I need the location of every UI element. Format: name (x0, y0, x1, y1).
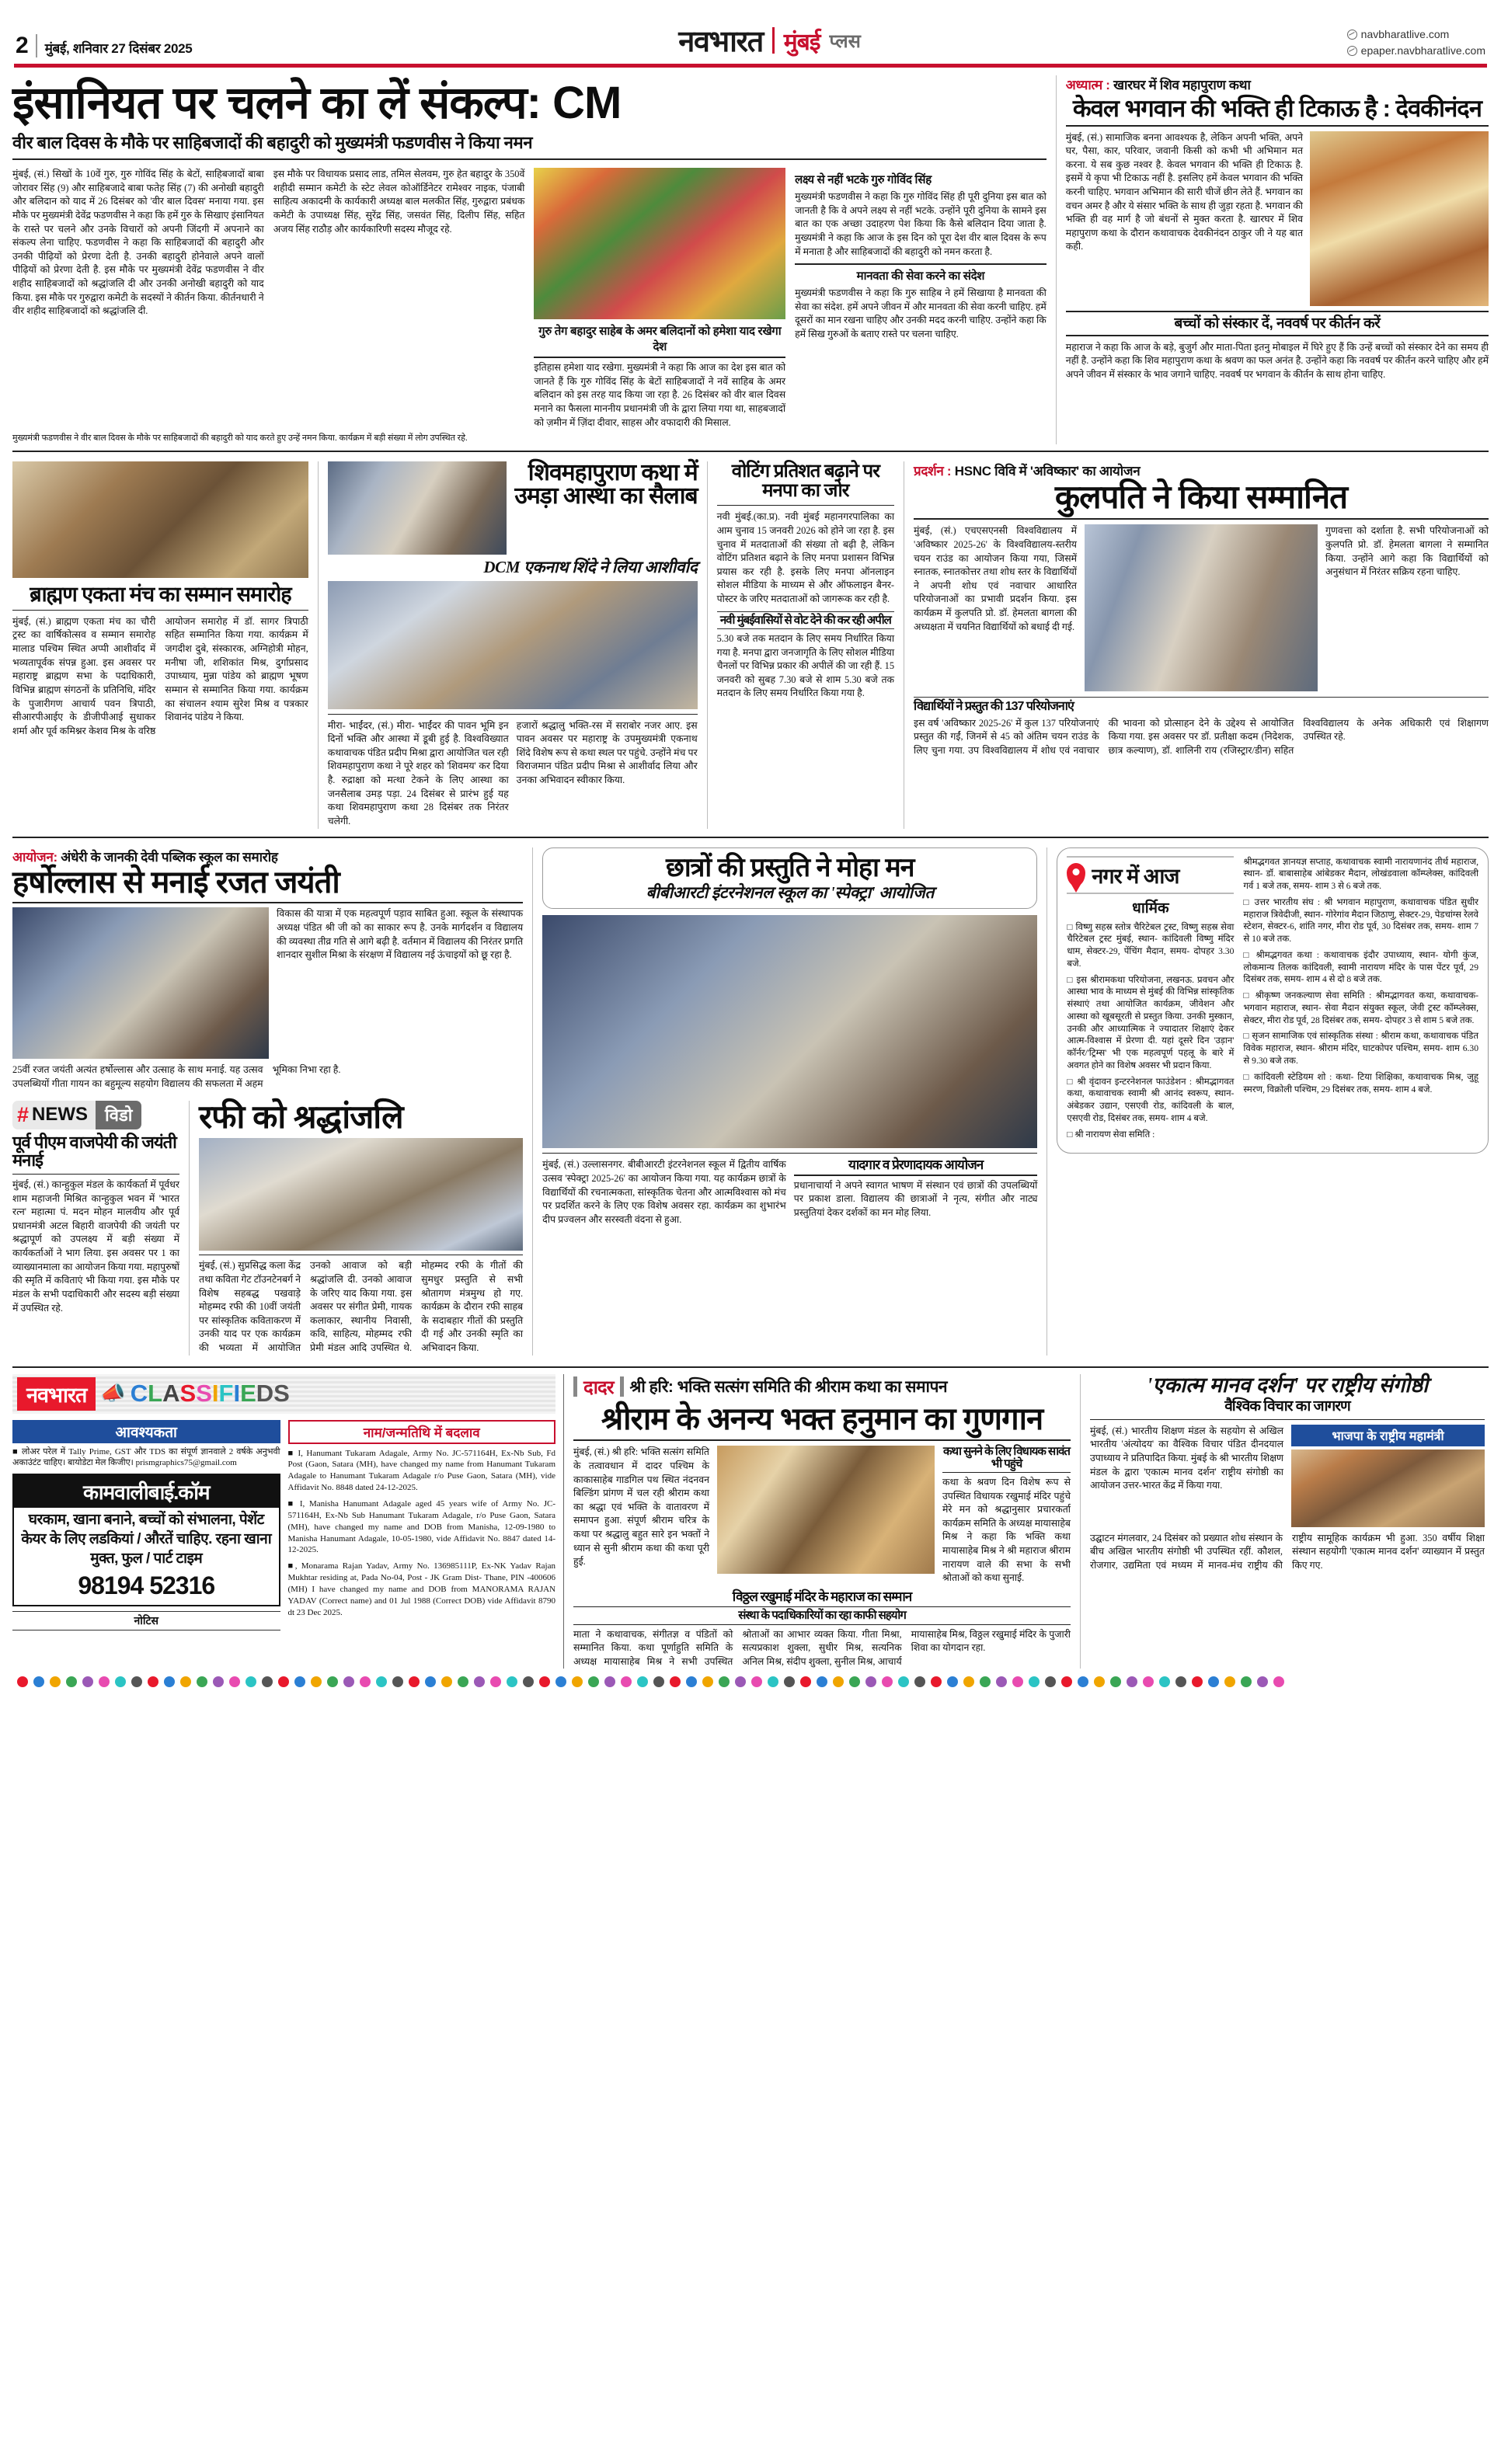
registration-dot (523, 1676, 534, 1687)
classifieds-columns (12, 1420, 555, 1631)
registration-dot (66, 1676, 77, 1687)
classifieds-ad-title: कामवालीबाई.कॉम (14, 1475, 279, 1508)
shriram-photo (717, 1446, 935, 1574)
registration-dot (931, 1676, 942, 1687)
registration-dot (604, 1676, 615, 1687)
classifieds-ad-body: घरकाम, खाना बनाने, बच्चों को संभालना, पेशेंट केयर के लिए लडकियां / औरतें चाहिए. रहना खाना मुक्त, फुल / पार्ट टाइम (21, 1512, 272, 1567)
bbiart-headline: छात्रों की प्रस्तुति ने मोहा मन (665, 852, 914, 882)
nagar-event: □ इस श्रीरामकथा परियोजना, लखनऊ. प्रवचन और आस्था भाव के माध्यम से मुंबई की विभिन्न सांस्कृतिक संस्थाएं तथा आयोजित कार्यक्रम, जीवेशन और आस्था को खूबसूरती से प्रस्तुत किया. उनकी मुस्कान, उनकी और आध्यात्मिक ने ज्यादातर शिक्षाएं देकर आत्म-विश्वास में प्रेरणा दी. यहां दूसरे दिन 'उड़ान' कॉर्नर/'ट्रिम्स' भी एक महत्वपूर्ण पहलू के बारे में अवगत होने का विशेष अवसर भी प्रदान किया. (1067, 974, 1235, 1070)
registration-dot (278, 1676, 289, 1687)
adhyatm-headline: केवल भगवान की भक्ति ही टिकाऊ है : देवकीनंदन (1072, 95, 1482, 122)
registration-dot (751, 1676, 762, 1687)
registration-dot (768, 1676, 778, 1687)
hsnc-subhead: विद्यार्थियों ने प्रस्तुत की 137 परियोजनाएं (914, 697, 1489, 713)
classifieds-banner (12, 1374, 555, 1414)
registration-dot (360, 1676, 371, 1687)
registration-dot (164, 1676, 175, 1687)
lead-body-3: इतिहास हमेशा याद रखेगा. मुख्यमंत्री ने कहा कि आज का देश इस बात को जानते हैं कि गुरु गोविंद सिंह के बेटों साहिबजादों ने नवें साहिब के अमर बलिदान को इस तरह याद किया जा रहा है. 26 दिसंबर को वीर बाल दिवस मनाने का फैसला माननीय प्रधानमंत्री जी के द्वारा लिया गया था, साहबजादों को ज़मीन में ज़िंदा दीवार, साहस और वफादारी की मिसाल. (534, 362, 786, 428)
shivmahapuran-photo-small (328, 461, 507, 555)
nagar-section (1057, 847, 1489, 1356)
registration-dot (1127, 1676, 1137, 1687)
registration-dot (311, 1676, 322, 1687)
registration-dot (1192, 1676, 1203, 1687)
classifieds-ad-4: ■, Monarama Rajan Yadav, Army No. 136985111P, Ex-NK Yadav Rajan Mukhtar residing at, Pada No-04, Post - JK Gram Dist- Thane, PIN -400606 (MH) I have changed my name and DOB from MANORAMA RAJAN YADAV (Correct name) and 01 Jul 1988 (Correct DOB) vide Affidavit 8790 dt 23 Dec 2025. (287, 1561, 555, 1617)
band-four (12, 1098, 524, 1356)
registration-dot (131, 1676, 142, 1687)
nagar-event: श्रीमद्भगवत ज्ञानयज्ञ सप्ताह, कथावाचक स्वामी नारायणानंद तीर्थ महाराज, स्थान- डॉ. बाबासाहेब आंबेडकर मैदान, लोखंडवाला कॉम्प्लेक्स, कांदिवली गर्व 1 बजे तक, समय- शाम 3 से 6 बजे तक. (1243, 856, 1478, 892)
tag-bar (573, 1376, 577, 1397)
shriram-headline: श्रीराम के अनन्य भक्त हनुमान का गुणगान (601, 1401, 1043, 1436)
lead-story (12, 75, 1047, 444)
registration-dot (1012, 1676, 1023, 1687)
classifieds-notice-header: नोटिस (12, 1611, 280, 1630)
registration-dots (12, 1676, 1489, 1687)
classifieds-col-right (288, 1420, 556, 1631)
band-two (12, 461, 1489, 829)
shriram-subhead-4: संस्था के पदाधिकारियों का रहा काफी सहयोग (573, 1606, 1071, 1624)
janaki-photo (12, 907, 269, 1059)
voting-body-1: नवी मुंबई.(का.प्र). नवी मुंबई महानगरपालिका का आम चुनाव 15 जनवरी 2026 को होने जा रहा है. इस चुनाव में मतदाताओं की संख्या तो बढ़ी है, लेकिन वोटिंग प्रतिशत बढ़ाने के लिए मनपा प्रशासन विभिन्न प्रयास कर रही है. इसके लिए मनपा ऑनलाइन सोशल मीडिया के माध्यम से और ऑफलाइन बैनर-पोस्टर के जरिए मतदाताओं को जागरूक कर रही है. (716, 511, 895, 605)
registration-dot (474, 1676, 485, 1687)
registration-dot (229, 1676, 240, 1687)
registration-dot (213, 1676, 224, 1687)
registration-dot (572, 1676, 583, 1687)
registration-dot (1061, 1676, 1072, 1687)
lead-body-4: मुख्यमंत्री फडणवीस ने कहा कि गुरु गोविंद सिंह ही पूरी दुनिया इस बात को जानती है कि वे अपने लक्ष्य से नहीं भटके. उन्होंने पूरी दुनिया के सामने इस बात का एक अच्छा उदाहरण पेश किया कि कैसे बलिदान दिया जाता है. मुख्यमंत्री ने कहा कि आज के इस दिन को पूरा देश वीर बाल दिवस के रूप में मनाता है और साहिबजादों की बहादुरी को नमन करता है. (795, 191, 1047, 257)
column-rule (532, 847, 533, 1356)
hsnc-headline: कुलपति ने किया सम्मानित (1054, 478, 1348, 515)
registration-dot (1029, 1676, 1040, 1687)
nagar-title: नगर में आज (1092, 864, 1179, 888)
shriram-story (573, 1374, 1071, 1669)
registration-dot (637, 1676, 648, 1687)
classifieds-ad-1: ■ लोअर परेल में Tally Prime, GST और TDS का संपूर्ण ज्ञानवाले 2 वर्षके अनुभवी अकाउंटंट चाहिए। बायोडेटा मेल किजीए। prismgraphics75@gmail.com (12, 1446, 280, 1468)
lead-body-5: मुख्यमंत्री फडणवीस ने कहा कि गुरु साहिब ने हमें सिखाया है मानवता की सेवा का संदेश. हमें अपने जीवन में और मानवता की सेवा करनी चाहिए. हमें दूसरों का मान रखना चाहिए और उनकी मदद करनी चाहिए. उन्होंने कहा कि हमें सिख गुरुओं के बताए रास्ते पर चलना चाहिए. (795, 287, 1047, 340)
column-rule (1080, 1374, 1081, 1669)
website-epaper[interactable]: epaper.navbharatlive.com (1360, 44, 1485, 57)
news-video-headline: पूर्व पीएम वाजपेयी की जयंती मनाई (12, 1132, 176, 1171)
registration-dot (246, 1676, 256, 1687)
lead-columns (12, 168, 1047, 430)
registration-dot (409, 1676, 420, 1687)
registration-dot (1159, 1676, 1170, 1687)
voting-subhead: नवी मुंबईवासियों से वोट देने की कर रही अपील (717, 611, 894, 629)
ekatm-headline: 'एकात्म मानव दर्शन' पर राष्ट्रीय संगोष्ठी (1146, 1373, 1429, 1397)
adhyatm-subhead: बच्चों को संस्कार दें, नववर्ष पर कीर्तन करें (1066, 311, 1489, 336)
masthead-rule (14, 64, 1487, 68)
registration-dot (621, 1676, 632, 1687)
shriram-body-1: मुंबई, (सं.) श्री हरि: भक्ति सत्संग समिति के तत्वावधान में दादर पश्चिम के काकासाहेब गाडगिल पथ स्थित नंदनवन बिल्डिंग प्रांगण में चल रही श्रीराम कथा का श्रद्धा एवं भक्ति के वातावरण में समापन हुआ. संपूर्ण श्रीराम चरित्र के कथा पर श्रद्धालु बहुत सारे इन भक्तों ने ध्यान से सुनी श्रीराम कथा की कथा पूरी हुई. (573, 1446, 709, 1568)
globe-icon (1347, 30, 1357, 40)
brahman-headline: ब्राह्मण एकता मंच का सम्मान समारोह (30, 582, 291, 606)
masthead-logo-group (678, 20, 861, 61)
registration-dot (963, 1676, 974, 1687)
paper-logo: नवभारत (678, 26, 763, 58)
dateline: मुंबई, शनिवार 27 दिसंबर 2025 (44, 41, 193, 56)
classifieds-section (12, 1374, 564, 1669)
nagar-subtitle: धार्मिक (1132, 900, 1169, 917)
lead-subhead-2: गुरु तेग बहादुर साहेब के अमर बलिदानों को हमेशा याद रखेगा देश (534, 323, 785, 358)
janaki-headline: हर्षोल्लास से मनाई रजत जयंती (12, 865, 340, 900)
shriram-subhead-2: कथा सुनने के लिए विधायक सावंत भी पहुंचे (942, 1446, 1071, 1473)
ekatm-story (1090, 1374, 1485, 1669)
registration-dot (115, 1676, 126, 1687)
brahman-photo (12, 461, 308, 578)
shriram-body-2: कथा के श्रवण दिन विशेष रूप से उपस्थित विधायक रखुमाई मंदिर पहुंचे मेरे मन को श्रद्धानुसार प्रचारकर्ता कार्यक्रम समिति के अध्यक्ष मायासाहेब मिश्र ने कहा कि भक्ति कथा मायासाहेब मिश्र ने श्री महाराज श्रीराम नारायण वाले की सभा के सभी श्रोताओं को कथा सुनाई. (942, 1477, 1071, 1584)
registration-dot (800, 1676, 811, 1687)
lead-col-2 (273, 168, 525, 430)
news-video-badge[interactable] (12, 1101, 141, 1129)
edition-plus: प्लस (829, 30, 861, 52)
registration-dot (980, 1676, 991, 1687)
voting-body-2: 5.30 बजे तक मतदान के लिए समय निर्धारित किया गया है. मनपा द्वारा जनजागृति के लिए सोशल मीडिया चैनलों पर विभिन्न प्रकार की अपीलें की जा रही हैं. 15 जनवरी को सुबह 7.30 बजे से शाम 5.30 बजे तक मतदान के लिए समय निर्धारित किया गया है. (716, 632, 895, 699)
lead-col-1 (12, 168, 264, 430)
classifieds-ad-3: ■ I, Manisha Hanumant Adagale aged 45 years wife of Army No. JC-571164H, Ex-Nb Sub Hanumant Tukaram Adagale, r/o Puse Gaon, Satara (MH), have changed my name and DOB from Manisha, 12-09-1980 to Manisha Hanumant Adagale, 10-05-1980, vide Affidavit No. 8847 dated 14-12-2025. (287, 1499, 555, 1555)
lead-col-4 (795, 168, 1047, 430)
ekatm-body-1: मुंबई, (सं.) भारतीय शिक्षण मंडल के सहयोग से अखिल भारतीय 'अंत्योदय' का वैश्विक विचार पंडित दीनदयाल उपाध्याय ने प्रतिपादित किया. मुंबई के श्री भारतीय शिक्षण मंडल के द्वारा 'एकात्म मानव दर्शन' राष्ट्रीय संगोष्ठी का आयोजन उत्तर-भारत केंद्र में किया गया. (1090, 1425, 1283, 1491)
masthead (12, 11, 1489, 59)
janaki-body-1: विकास की यात्रा में एक महत्वपूर्ण पड़ाव साबित हुआ. स्कूल के संस्थापक अध्यक्ष पंडित श्री जी को का साकार रूप है. उनके मार्गदर्शन व विद्यालय की व्यवस्था तीव्र गति से आगे बढ़ी है. वर्तमान में विद्यालय की निरंतर प्रगति शानदार सुशील मिश्रा के संरक्षण में विद्यालय नई ऊंचाइयों को छू रहा है. (277, 908, 524, 961)
registration-dot (327, 1676, 338, 1687)
nagar-event: □ श्री वृंदावन इन्टरनेशनल फाउंडेशन : श्रीमद्भागवत कथा, कथावाचक स्वामी श्री आनंद स्वरूप, स्थान- अंबेडकर उद्यान, एसएवी रोड, कांदिवली के बाल, एसएवी रोड, दिसंबर तक, समय- शाम 4 बजे. (1067, 1076, 1235, 1123)
registration-dot (849, 1676, 860, 1687)
bbiart-box (542, 847, 1037, 910)
shriram-body-3: माता ने कथावाचक, संगीतज्ञ व पंडितों को सम्मानित किया. कथा पूर्णाहुति समिति के अध्यक्ष मायासाहेब मिश्र ने सभी उपस्थित श्रोताओं का आभार व्यक्त किया. गीता मिश्रा, सत्यप्रकाश शुक्ला, सुधीर मिश्र, सत्यनिक अनिल मिश्र, संदीप शुक्ला, सुनील मिश्र, आचार्य मायासाहेब मिश्र, विठ्ठल रखुमाई मंदिर के पुजारी शिवा का योगदान रहा. (573, 1628, 1071, 1667)
registration-dot (1208, 1676, 1219, 1687)
shivmahapuran-caption: मीरा- भाईंदर, (सं.) मीरा- भाईंदर की पावन भूमि इन दिनों भक्ति और आस्था में डूबी हुई है. विश्वविख्यात कथावाचक पंडित प्रदीप मिश्रा द्वारा आयोजित चल रही शिवमहापुराण कथा ने पूरे शहर को 'शिवमय' कर दिया है. रुद्राक्षा को मत्था टेकने के लिए आस्था का जनसैलाब उमड़ पड़ा. 24 दिसंबर से प्रारंभ हुई यह कथा शिवमहापुराण कथा 28 दिसंबर तक निरंतर चलेगी. (327, 719, 509, 827)
edition-city: मुंबई (783, 29, 820, 55)
band-three (12, 847, 1489, 1356)
registration-dot (914, 1676, 925, 1687)
registration-dot (17, 1676, 28, 1687)
registration-dot (262, 1676, 273, 1687)
registration-dot (50, 1676, 61, 1687)
registration-dot (294, 1676, 305, 1687)
registration-dot (197, 1676, 207, 1687)
registration-dot (947, 1676, 958, 1687)
hsnc-body-1: मुंबई, (सं.) एचएसएनसी विश्वविद्यालय में 'अविष्कार 2025-26' के विश्वविद्यालय-स्तरीय चयन राउंड का आयोजन किया गया, जिसमें स्नातक, स्नातकोत्तर तथा शोध स्तर के विद्यार्थियों ने अपनी शोध एवं नवाचार आधारित परियोजनाओं का प्रभावी प्रदर्शन किया. इस कार्यक्रम में कुलपति प्रो. डॉ. हेमलता बागला की अध्यक्षता में चयनित विद्यार्थियों को बधाई दी गई. (914, 525, 1077, 632)
lead-headline: इंसानियत पर चलने का लें संकल्प: CM (12, 78, 622, 128)
hash-icon: # (17, 1102, 30, 1126)
shivmahapuran-subhead: DCM एकनाथ शिंदे ने लिया आशीर्वाद (483, 557, 698, 576)
registration-dot (1273, 1676, 1284, 1687)
registration-dot (865, 1676, 876, 1687)
lead-body-2: इस मौके पर विधायक प्रसाद लाड, तमिल सेलवम, गुरु हेत बहादुर के 350वें शहीदी सम्मान कमेटी के स्टेट लेवल कोऑर्डिनेटर रामेश्वर नाइक, पंजाबी साहित्य अकादमी के कार्यकारी अध्यक्ष बाल मलकीत सिंह, गुरुद्वारा प्रबंधक कमेटी के उपाध्यक्ष सिंह, सुरेंद्र सिंह, जसवंत सिंह, दिलीप सिंह, सहित अजय सिंह राठौड़ और कार्यकारिणी सदस्य मौजूद रहे. (273, 169, 525, 235)
registration-dot (1241, 1676, 1252, 1687)
rafi-story (199, 1098, 524, 1356)
hsnc-body-3: इस वर्ष 'अविष्कार 2025-26' में कुल 137 परियोजनाएं प्रस्तुत की गईं, जिनमें से 45 को अंतिम चयन राउंड के लिए चुना गया. उप विश्वविद्यालय में शोध एवं नवाचार की भावना को प्रोत्साहन देने के उद्देश्य से आयोजित किया गया. इस अवसर पर डॉ. प्रतीक्षा कदम (निदेशक, छात्र कल्याण), डॉ. शालिनी राय (रजिस्ट्रार/डीन) सहित विश्वविद्यालय के अनेक अधिकारी एवं शिक्षागण उपस्थित रहे. (914, 717, 1489, 756)
masthead-websites (1347, 26, 1485, 59)
dadar-tag (573, 1374, 1071, 1400)
nagar-event: □ श्रीमद्भगवत कथा : कथावाचक इंदौर उपाध्याय, स्थान- योगी कुंज, लोकमान्य तिलक कांदिवली, स्वामी नारायण मंदिर के पास पेंटर पूर्व, 29 दिसंबर तक, समय- शाम 4 से दो 8 बजे तक. (1243, 949, 1478, 985)
shivmahapuran-story (328, 461, 698, 829)
registration-dot (1175, 1676, 1186, 1687)
rafi-photo (199, 1138, 523, 1251)
classifieds-ad-2: ■ I, Hanumant Tukaram Adagale, Army No. JC-571164H, Ex-Nb Sub, Fd Post (Gaon, Satara (MH), have changed my name from Hanumant Tukaram Adagale to Hanumant Tukaram Adagale r/o Puse Gaon, Satara (MH), vide Affidavit No. 8848 dated 24-12-2025. (287, 1448, 555, 1493)
column-rule (318, 461, 319, 829)
nagar-box (1057, 847, 1489, 1154)
news-badge-label (12, 1101, 96, 1129)
nagar-event: □ उत्तर भारतीय संघ : श्री भगवान महापुराण, कथावाचक पंडित सुधीर महाराज त्रिवेदीजी, स्थान- गोरेगांव मैदान जिठाणु, सेक्टर-29, पेडचांग्स रेलवे स्टेशन, सेक्टर-6, शांति नगर, मीरा रोड पूर्व, 30 दिसंबर तक, समय- शाम 7 से 10 बजे तक. (1243, 896, 1478, 945)
registration-dot (425, 1676, 436, 1687)
registration-dot (441, 1676, 452, 1687)
nagar-header (1067, 856, 1234, 894)
lead-photo-main (534, 168, 785, 319)
column-rule (707, 461, 708, 829)
registration-dot (702, 1676, 713, 1687)
janaki-story (12, 847, 523, 1356)
news-video-body: मुंबई, (सं.) कान्हुकुल मंडल के कार्यकर्ता में पूर्वधर शाम महाजनी मिश्रित कान्हुकुल भवन में 'भारत रत्न' महात्मा पं. मदन मोहन मालवीय और पूर्व प्रधानमंत्री अटल बिहारी वाजपेयी की जयंती पर श्रद्धापूर्ण को उपलक्ष्य में बड़ी संख्या में कार्यकर्ताओं ने भाग लिया. इस अवसर पर 1 का व्याख्यानमाला का आयोजन किया गया. महापुरुषों की स्मृति में कविताएं भी किया गया. इस मौके पर मंडल के सभी पदाधिकारी और सदस्य बड़ी संख्या में उपस्थित रहे. (12, 1179, 179, 1314)
ekatm-photo (1291, 1450, 1485, 1527)
lead-subhead-4: मानवता की सेवा करने का संदेश (795, 263, 1047, 284)
janaki-kicker (12, 847, 523, 865)
janaki-body-2: 25वीं रजत जयंती अत्यंत हर्षोल्लास और उत्साह के साथ मनाई. यह उत्सव उपलब्धियों गीता गायन का बहुमूल्य सहयोग विद्यालय की सफलता में अहम भूमिका निभा रहा है. (12, 1064, 341, 1089)
rafi-headline: रफी को श्रद्धांजलि (199, 1098, 403, 1135)
globe-icon (1347, 46, 1357, 56)
registration-dot (1078, 1676, 1088, 1687)
registration-dot (458, 1676, 468, 1687)
registration-dot (833, 1676, 844, 1687)
video-badge-label: विडो (96, 1101, 141, 1129)
registration-dot (882, 1676, 893, 1687)
shivmahapuran-photo-main (328, 581, 698, 709)
bbiart-body-2: प्रधानाचार्या ने अपने स्वागत भाषण में संस्थान एवं छात्रों की उपलब्धियों पर प्रकाश डाला. विद्यालय की छात्राओं ने नृत्य, संगीत और नाट्य प्रस्तुतियां देकर दर्शकों का मन मोह लिया. (793, 1179, 1038, 1218)
classifieds-col-left (12, 1420, 280, 1631)
bbiart-body-1: मुंबई, (सं.) उल्लासनगर. बीबीआरटी इंटरनेशनल स्कूल में द्वितीय वार्षिक उत्सव 'स्पेक्ट्रा 2025-26' का आयोजन किया गया. यह कार्यक्रम छात्रों के विद्यार्थियों की रचनात्मकता, सांस्कृतिक चेतना और आत्मविश्वास को मंच पर प्रदर्शित करने के लिए एक विशेष अवसर रहा. कार्यक्रम का शुभारंभ दीप प्रज्वलन और सरस्वती वंदना से हुआ. (542, 1159, 786, 1225)
registration-dot (996, 1676, 1007, 1687)
classifieds-word: CLASSIFIEDS (130, 1380, 290, 1408)
hsnc-photo (1085, 524, 1318, 691)
ekatm-subhead: वैश्विक विचार का जागरण (1224, 1398, 1350, 1415)
adhyatm-kicker (1066, 75, 1489, 93)
adhyatm-kicker-label: अध्यात्म : (1065, 78, 1110, 92)
classifieds-brand: नवभारत (17, 1377, 96, 1411)
hsnc-story (914, 461, 1489, 829)
registration-dot (376, 1676, 387, 1687)
nagar-event: □ श्रीकृष्ण जनकल्याण सेवा समिति : श्रीमद्भागवत कथा, कथावाचक- भगवान महाराज, स्थान- सेवा मैदान संयुक्त स्कूल, जेवी ट्रस्ट कॉम्प्लेक्स, सेक्टर, मीरा रोड पूर्व, 28 दिसंबर तक, समय- दोपहर 3 से शाम 5 बजे तक. (1243, 990, 1478, 1025)
news-video-story (12, 1101, 179, 1356)
shivmahapuran-headline: शिवमहापुराण कथा में उमड़ा आस्था का सैलाब (514, 459, 698, 510)
megaphone-icon: 📣 (100, 1382, 126, 1405)
masthead-divider (36, 34, 37, 57)
rafi-body: मुंबई, (सं.) सुप्रसिद्ध कला केंद्र तथा कविता गेट टॉउनटेनबर्ग ने विशेष सहबद्ध पखवाड़े मोहम्मद रफी की 10वीं जयंती पर सांस्कृतिक कविताकरण में उनकी याद पर एक कार्यक्रम की भव्यता में आयोजित उनको आवाज को बड़ी श्रद्धांजलि दी. उनको आवाज के जरिए याद किया गया. इस अवसर पर संगीत प्रेमी, गायक कलाकार, स्थानीय निवासी, कवि, साहित्य, मोहम्मद रफी प्रेमी मंडल आदि उपस्थित थे. मोहम्मद रफी के गीतों की सुमधुर प्रस्तुति से सभी श्रोतागण मंत्रमुग्ध हो गए. कार्यक्रम के दौरान रफी साहब के सदाबहार गीतों की प्रस्तुति दी गई और उनकी स्मृति का अभिवादन किया. (199, 1260, 524, 1354)
page-number: 2 (16, 33, 28, 58)
band-five (12, 1366, 1489, 1669)
tag-bar (620, 1376, 624, 1397)
adhyatm-story (1066, 75, 1489, 444)
nagar-event: □ श्री नारायण सेवा समिति : (1067, 1129, 1155, 1140)
hsnc-body-2: गुणवत्ता को दर्शाता है. सभी परियोजनाओं को कुलपति प्रो. डॉ. हेमलता बागला ने सम्मानित किया. उन्होंने आगे कहा कि विद्यार्थियों को अनुसंधान में निरंतर सक्रिय रहना चाहिए. (1325, 525, 1489, 578)
dadar-label: दादर (583, 1376, 614, 1398)
janaki-kicker-text: अंधेरी के जानकी देवी पब्लिक स्कूल का समारोह (61, 849, 278, 865)
column-rule (189, 1101, 190, 1356)
registration-dot (1257, 1676, 1268, 1687)
voting-headline: वोटिंग प्रतिशत बढ़ाने पर मनपा का जोर (731, 460, 879, 501)
shriram-subhead-3: विठ्ठल रखुमाई मंदिर के महाराज का सम्मान (732, 1589, 912, 1604)
shivmahapuran-body: हजारों श्रद्धालु भक्ति-रस में सराबोर नजर आए. इस पावन अवसर पर महाराष्ट्र के उपमुख्यमंत्री एकनाथ शिंदे विशेष रूप से कथा स्थल पर पहुंचे. उन्होंने मंच पर विराजमान पंडित प्रदीप मिश्रा से आशीर्वाद लिया और उनका अभिवादन स्वीकार किया. (516, 719, 698, 786)
logo-separator (772, 27, 775, 54)
registration-dot (784, 1676, 795, 1687)
location-pin-icon (1067, 863, 1085, 886)
registration-dot (898, 1676, 909, 1687)
adhyatm-body-2: महाराज ने कहा कि आज के बड़े, बुजुर्ग और माता-पिता इतनु मोबाइल में घिरे हुए हैं कि उन्हें बच्चों को संस्कार देने का समय ही नहीं है. उन्होंने कहा कि शिव महापुराण कथा के श्रवण का फल अनंत है. उन्होंने कहा कि नववर्ष पर कीर्तन करने चाहिए और हमें अपने जीवन में संस्कार के भाव जगाने चाहिए. नववर्ष पर भगवान के कीर्तन के साथ होना चाहिए. (1065, 341, 1489, 381)
registration-dot (670, 1676, 681, 1687)
registration-dot (180, 1676, 191, 1687)
registration-dot (1045, 1676, 1056, 1687)
registration-dot (686, 1676, 697, 1687)
lead-subhead: वीर बाल दिवस के मौके पर साहिबजादों की बहादुरी को मुख्यमंत्री फडणवीस ने किया नमन (12, 133, 533, 153)
shriram-kicker: श्री हरि: भक्ति सत्संग समिति की श्रीराम कथा का समापन (629, 1378, 948, 1397)
adhyatm-photo (1310, 131, 1489, 306)
registration-dot (719, 1676, 730, 1687)
registration-dot (653, 1676, 664, 1687)
lead-subhead-3: लक्ष्य से नहीं भटके गुरु गोविंद सिंह (795, 173, 932, 187)
classifieds-header-namechange: नाम/जन्मतिथि में बदलाव (288, 1420, 556, 1444)
nagar-event: □ सृजन सामाजिक एवं सांस्कृतिक संस्था : श्रीराम कथा, कथावाचक पंडित विवेक महाराज, स्थान- श्रीराम मंदिर, घाटकोपर पश्चिम, समय- शाम 6.30 से 9.30 बजे तक. (1243, 1031, 1478, 1066)
classifieds-header-jobs: आवश्यकता (12, 1420, 280, 1443)
registration-dot (588, 1676, 599, 1687)
janaki-kicker-label: आयोजन: (12, 849, 57, 865)
bbiart-subhead: बीबीआरटी इंटरनेशनल स्कूल का 'स्पेक्ट्रा' आयोजित (646, 883, 935, 903)
bbiart-photo (542, 915, 1037, 1148)
hsnc-kicker-text: HSNC विवि में 'अविष्कार' का आयोजन (954, 463, 1141, 479)
registration-dot (490, 1676, 501, 1687)
registration-dot (1143, 1676, 1154, 1687)
classifieds-phone[interactable]: 98194 52316 (78, 1571, 215, 1600)
registration-dot (82, 1676, 93, 1687)
hsnc-kicker (914, 461, 1489, 479)
registration-dot (99, 1676, 110, 1687)
masthead-left (16, 33, 192, 59)
bbiart-subhead-2: यादगार व प्रेरणादायक आयोजन (794, 1158, 1038, 1175)
top-block (12, 75, 1489, 444)
lead-col-3 (534, 168, 785, 430)
registration-dot (1224, 1676, 1235, 1687)
ekatm-blue-header: भाजपा के राष्ट्रीय महामंत्री (1291, 1425, 1485, 1446)
brahman-story (12, 461, 308, 829)
hsnc-kicker-label: प्रदर्शन : (914, 463, 952, 479)
registration-dot (555, 1676, 566, 1687)
adhyatm-kicker-text: खारघर में शिव महापुराण कथा (1113, 78, 1251, 92)
registration-dot (33, 1676, 44, 1687)
nagar-event: □ विष्णु सहस्र स्तोत्र चैरिटेबल ट्रस्ट, विष्णु सहस्र सेवा चैरिटेबल ट्रस्ट मुंबई, स्थान- कांदिवली विष्णु मंदिर धाम, सेक्टर-29, पेंचिंग मैदान, समय- दोपहर 3.30 बजे. (1067, 921, 1235, 969)
column-rule (1056, 75, 1057, 444)
lead-body-1: मुंबई, (सं.) सिखों के 10वें गुरु, गुरु गोविंद सिंह के बेटों, साहिबजादों बाबा जोरावर सिंह (9) और साहिबजादे बाबा फतेह सिंह (7) की अनोखी बहादुरी और बलिदान को याद में 26 दिसंबर को 'वीर बाल दिवस' मनाया गया. इस मौके पर मुख्यमंत्री देवेंद्र फडणवीस ने कहा कि हमें गुरु के सिखाए इंसानियत के रास्ते पर चलने और उनके विचारों को अपनी जिंदगी में अपनाने का संकल्प लेना चाहिए. फडणवीस ने कहा कि साहिबजादों की बहादुरी और उनकी पीढ़ियों को प्रेरणा देती है. उनकी बहादुरी होनेवाले अपने वालों पीढ़ियों को प्रेरणा देती है. इस मौके पर मुख्यमंत्री देवेंद्र फडणवीस ने वीर शहीद साहिबजादों को श्रद्धांजलि दी और उनकी अनोखी बहादुरी को याद किया. इस मौके पर गुरुद्वारा कमेटी के सदस्यों ने कीर्तन किया. कीर्तनधारी ने वीर शहीद साहिबजादों को श्रद्धांजलि दी. (12, 169, 264, 317)
website-main[interactable]: navbharatlive.com (1360, 28, 1450, 40)
registration-dot (507, 1676, 517, 1687)
ekatm-body-2: उद्घाटन मंगलवार, 24 दिसंबर को प्रख्यात शोध संस्थान के बीच अखिल भारतीय संगोष्ठी भी उपस्थित रहीं. कौशल, रोजगार, उद्यमिता एवं मध्यम में मानव-मंच राष्ट्रीय की राष्ट्रीय सामूहिक कार्यक्रम भी हुआ. 350 वर्षीय शिक्षा संस्थान सहयोगी 'एकात्म मानव दर्शन' व्याख्यान में प्रस्तुत किए गए. (1090, 1532, 1485, 1571)
registration-dot (343, 1676, 354, 1687)
registration-dot (392, 1676, 403, 1687)
news-text: NEWS (32, 1104, 89, 1126)
registration-dot (735, 1676, 746, 1687)
registration-dot (1094, 1676, 1105, 1687)
lead-caption: मुख्यमंत्री फडणवीस ने वीर बाल दिवस के मौके पर साहिबजादों की बहादुरी को याद करते हुए उन्हें नमन किया. कार्यक्रम में बड़ी संख्या में लोग उपस्थित रहे. (12, 433, 468, 444)
registration-dot (817, 1676, 827, 1687)
registration-dot (148, 1676, 158, 1687)
registration-dot (1110, 1676, 1121, 1687)
voting-story (717, 461, 894, 829)
registration-dot (539, 1676, 550, 1687)
nagar-event: □ कांदिवली स्टेडियम शो : कथा- टिया शिक्षिका, कथावाचक मिश्र, जुहू स्मरण, विक्रोली पश्चिम, 29 दिसंबर तक, समय- शाम 4 बजे. (1243, 1071, 1478, 1095)
brahman-body: मुंबई, (सं.) ब्राह्मण एकता मंच का चौरी ट्रस्ट का वार्षिकोत्सव व सम्मान समारोह मालाड पश्चिम स्थित अप्पी आशीर्वाद में भव्यतापूर्वक संपन्न हुआ. इस अवसर पर महाराष्ट्र ब्राह्मण सभा के पदाधिकारी, विभिन्न ब्राह्मण संगठनों के प्रतिनिधि, मंदिर के पुजारीगण आचार्य पवन त्रिपाठी, सीआरपीआईए के डीजीपीआई सुधाकर शर्मा और पूर्व कमिश्नर केशव मिश्र के वरिष्ठ आयोजन समारोह में डॉ. सागर त्रिपाठी सहित सम्मानित किया गया. कार्यक्रम में जगदीश दुबे, संस्कारक, अग्निहोत्री मोहन, मनीषा जी, शशिकांत मिश्र, दुर्गाप्रसाद उपाध्याय, मुन्ना पांडेय को ब्राह्मण भूषण सम्मान से सम्मानित किया गया. कार्यक्रम का संचालन श्याम सुरेश मिश्र व पत्रकार शिवानंद पांडेय ने किया. (12, 615, 308, 736)
bbiart-story (542, 847, 1037, 1356)
adhyatm-body-1: मुंबई, (सं.) सामाजिक बनना आवश्यक है, लेकिन अपनी भक्ति, अपने घर, पैसा, कार, परिवार, जवानी किसी को कभी भी अभिमान मत करना. ये सब कुछ नश्वर है. केवल भगवान की भक्ति ही टिकाऊ है. इसमें ये कृपा भी टिकाऊ नहीं है. इसलिए हमें केवल भगवान की भक्ति करनी चाहिए. भगवान अभिमान की सारी चीजें छीन लेते हैं. भगवान का वचन अमर है और ये संसार भक्ति के साथ ही जुड़ा रहता है. भगवान की भक्ति ही वह मार्ग है जो बंधनों से मुक्त करता है. खारघर में शिव महापुराण कथा के दौरान कथावाचक देवकीनंदन ठाकुर जी ने यह बात कही. (1065, 131, 1304, 252)
